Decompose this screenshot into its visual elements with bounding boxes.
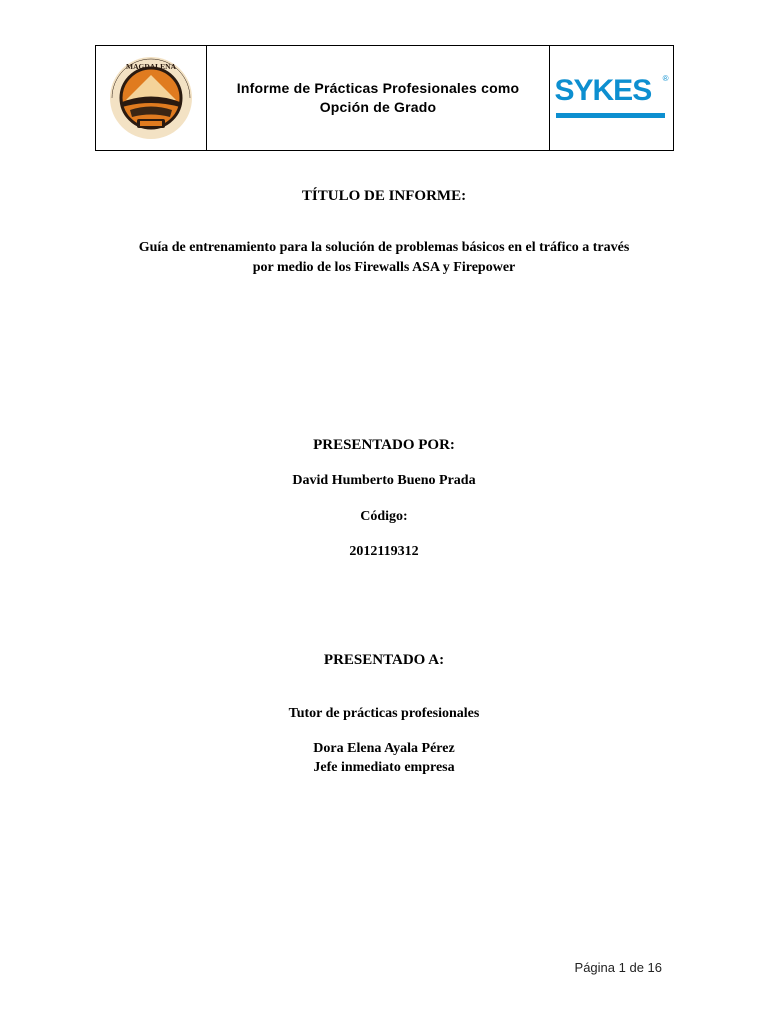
- supervisor-name: Dora Elena Ayala Pérez: [313, 741, 455, 756]
- tutor-role: Tutor de prácticas profesionales: [288, 706, 480, 721]
- report-title-label: TÍTULO DE INFORME:: [301, 188, 467, 204]
- header-title-line-1: Informe de Prácticas Profesionales como: [236, 80, 520, 96]
- header-title-cell: [207, 46, 550, 150]
- page-number: Página 1 de 16: [574, 960, 662, 975]
- document-header-table: [95, 45, 674, 151]
- presented-to-label: PRESENTADO A:: [323, 652, 445, 668]
- presented-by-label: PRESENTADO POR:: [313, 437, 455, 453]
- sykes-logo-underline: [556, 113, 665, 118]
- sykes-logo-cell: [550, 46, 673, 150]
- header-title: [228, 79, 528, 117]
- code-label: Código:: [360, 509, 408, 524]
- sykes-logo: [555, 74, 669, 122]
- code-value: 2012119312: [349, 544, 419, 559]
- report-title-line-2: por medio de los Firewalls ASA y Firepower: [252, 260, 516, 275]
- sykes-registered-mark: ®: [662, 74, 669, 83]
- university-logo-cell: [96, 46, 207, 150]
- university-seal-logo: [108, 55, 194, 141]
- supervisor-role: Jefe inmediato empresa: [313, 760, 455, 775]
- header-title-line-2: Opción de Grado: [319, 99, 437, 115]
- author-name: David Humberto Bueno Prada: [292, 473, 476, 488]
- report-title-line-1: Guía de entrenamiento para la solución de problemas básicos en el tráfico a través: [138, 240, 630, 255]
- sykes-logo-text: SYKES: [554, 74, 652, 107]
- svg-text:MAGDALENA: MAGDALENA: [126, 62, 176, 71]
